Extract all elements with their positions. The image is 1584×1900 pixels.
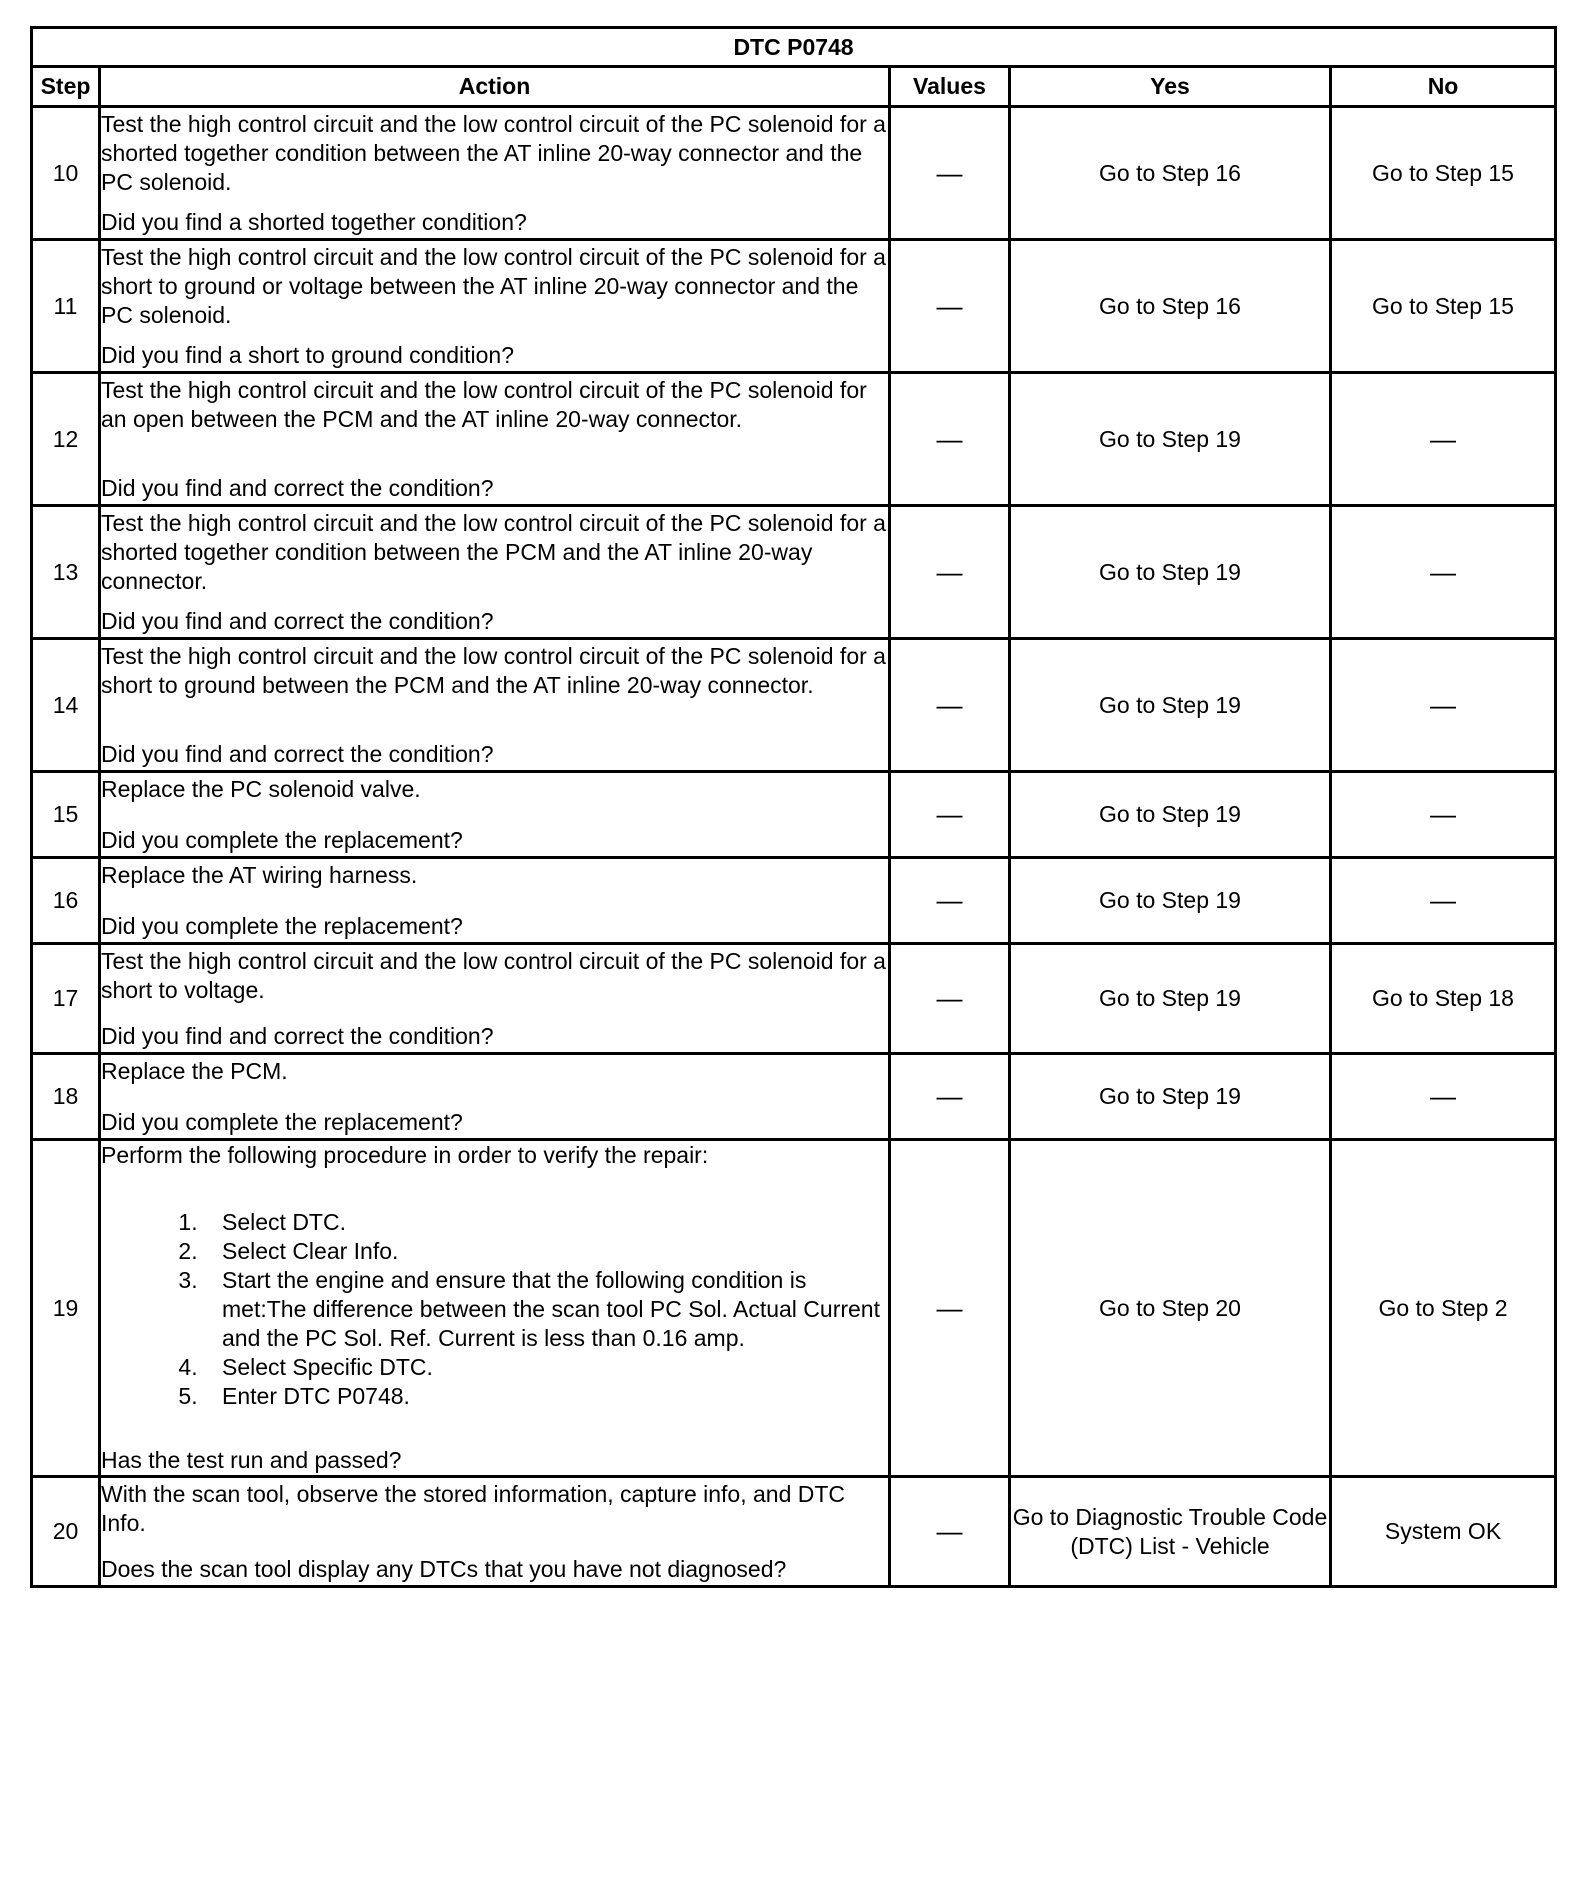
action-cell bbox=[100, 858, 890, 944]
action-cell bbox=[100, 639, 890, 772]
table-row bbox=[32, 1140, 1556, 1477]
step-number: 15 bbox=[32, 772, 100, 858]
step-number: 13 bbox=[32, 506, 100, 639]
procedure-item: 5. Enter DTC P0748. bbox=[204, 1382, 888, 1411]
header-no: No bbox=[1331, 67, 1556, 107]
procedure-item: 4. Select Specific DTC. bbox=[204, 1353, 888, 1382]
step-number: 19 bbox=[32, 1140, 100, 1477]
action-cell bbox=[100, 1054, 890, 1140]
yes-cell: Go to Step 20 bbox=[1010, 1140, 1331, 1477]
no-cell: — bbox=[1331, 772, 1556, 858]
header-row bbox=[32, 67, 1556, 107]
yes-cell: Go to Step 19 bbox=[1010, 639, 1331, 772]
step-number: 18 bbox=[32, 1054, 100, 1140]
table-row bbox=[32, 107, 1556, 240]
yes-cell: Go to Step 19 bbox=[1010, 1054, 1331, 1140]
table-row bbox=[32, 240, 1556, 373]
action-question: Has the test run and passed? bbox=[101, 1447, 402, 1473]
values-cell: — bbox=[890, 944, 1010, 1054]
action-cell bbox=[100, 944, 890, 1054]
no-cell: Go to Step 2 bbox=[1331, 1140, 1556, 1477]
action-cell bbox=[100, 506, 890, 639]
action-question: Did you find and correct the condition? bbox=[101, 474, 494, 501]
table-row bbox=[32, 373, 1556, 506]
table-row bbox=[32, 1054, 1556, 1140]
values-cell: — bbox=[890, 373, 1010, 506]
action-instruction: Test the high control circuit and the low control circuit of the PC solenoid for a shorted together condition between the PCM and the AT inline 20-way connector. bbox=[101, 509, 886, 594]
yes-cell: Go to Step 19 bbox=[1010, 944, 1331, 1054]
values-cell: — bbox=[890, 1140, 1010, 1477]
table-row bbox=[32, 506, 1556, 639]
yes-cell: Go to Step 19 bbox=[1010, 772, 1331, 858]
no-cell: — bbox=[1331, 858, 1556, 944]
action-instruction: Test the high control circuit and the low control circuit of the PC solenoid for a short to ground or voltage between the AT inline 20-way connector and the PC solenoid. bbox=[101, 243, 886, 328]
table-row bbox=[32, 639, 1556, 772]
no-cell: — bbox=[1331, 639, 1556, 772]
no-cell: Go to Step 18 bbox=[1331, 944, 1556, 1054]
step-number: 12 bbox=[32, 373, 100, 506]
yes-cell: Go to Step 19 bbox=[1010, 506, 1331, 639]
action-cell bbox=[100, 240, 890, 373]
action-instruction: Test the high control circuit and the low control circuit of the PC solenoid for a shorted together condition between the AT inline 20-way connector and the PC solenoid. bbox=[101, 110, 886, 195]
values-cell: — bbox=[890, 1054, 1010, 1140]
no-cell: — bbox=[1331, 506, 1556, 639]
procedure-item: 2. Select Clear Info. bbox=[204, 1237, 888, 1266]
procedure-list bbox=[101, 1208, 888, 1411]
yes-cell: Go to Step 16 bbox=[1010, 107, 1331, 240]
table-row bbox=[32, 772, 1556, 858]
values-cell: — bbox=[890, 107, 1010, 240]
table-row bbox=[32, 1477, 1556, 1587]
header-values: Values bbox=[890, 67, 1010, 107]
values-cell: — bbox=[890, 858, 1010, 944]
action-question: Did you find and correct the condition? bbox=[101, 607, 494, 634]
values-cell: — bbox=[890, 639, 1010, 772]
step-number: 11 bbox=[32, 240, 100, 373]
no-cell: — bbox=[1331, 373, 1556, 506]
action-question: Did you complete the replacement? bbox=[101, 826, 463, 853]
values-cell: — bbox=[890, 1477, 1010, 1587]
action-question: Did you find a shorted together condition? bbox=[101, 208, 527, 235]
action-cell bbox=[100, 1477, 890, 1587]
action-question: Did you complete the replacement? bbox=[101, 1108, 463, 1135]
action-cell bbox=[100, 1140, 890, 1477]
action-question: Did you find and correct the condition? bbox=[101, 740, 494, 767]
action-question: Did you find and correct the condition? bbox=[101, 1022, 494, 1049]
action-instruction: Test the high control circuit and the low control circuit of the PC solenoid for an open between the PCM and the AT inline 20-way connector. bbox=[101, 376, 867, 432]
yes-cell: Go to Diagnostic Trouble Code (DTC) List - Vehicle bbox=[1010, 1477, 1331, 1587]
action-question: Did you complete the replacement? bbox=[101, 912, 463, 939]
action-instruction: With the scan tool, observe the stored information, capture info, and DTC Info. bbox=[101, 1480, 846, 1536]
table-title: DTC P0748 bbox=[32, 28, 1556, 67]
action-cell bbox=[100, 107, 890, 240]
no-cell: Go to Step 15 bbox=[1331, 240, 1556, 373]
table-row bbox=[32, 944, 1556, 1054]
procedure-item: 1. Select DTC. bbox=[204, 1208, 888, 1237]
action-instruction: Test the high control circuit and the low control circuit of the PC solenoid for a short to ground between the PCM and the AT inline 20-way connector. bbox=[101, 642, 886, 698]
header-step: Step bbox=[32, 67, 100, 107]
step-number: 16 bbox=[32, 858, 100, 944]
no-cell: Go to Step 15 bbox=[1331, 107, 1556, 240]
action-question: Did you find a short to ground condition? bbox=[101, 341, 514, 368]
table-row bbox=[32, 858, 1556, 944]
step-number: 10 bbox=[32, 107, 100, 240]
action-instruction: Perform the following procedure in order to verify the repair: bbox=[101, 1142, 709, 1168]
action-cell bbox=[100, 373, 890, 506]
action-instruction: Test the high control circuit and the low control circuit of the PC solenoid for a short to voltage. bbox=[101, 947, 886, 1003]
values-cell: — bbox=[890, 506, 1010, 639]
action-instruction: Replace the AT wiring harness. bbox=[101, 861, 418, 888]
procedure-item: 3. Start the engine and ensure that the following condition is met:The difference between the scan tool PC Sol. Actual Current and the PC Sol. Ref. Current is less than 0.16 amp. bbox=[204, 1266, 888, 1353]
values-cell: — bbox=[890, 772, 1010, 858]
no-cell: System OK bbox=[1331, 1477, 1556, 1587]
action-instruction: Replace the PCM. bbox=[101, 1057, 288, 1084]
yes-cell: Go to Step 19 bbox=[1010, 373, 1331, 506]
action-cell bbox=[100, 772, 890, 858]
header-yes: Yes bbox=[1010, 67, 1331, 107]
step-number: 14 bbox=[32, 639, 100, 772]
action-instruction: Replace the PC solenoid valve. bbox=[101, 775, 421, 802]
values-cell: — bbox=[890, 240, 1010, 373]
header-action: Action bbox=[100, 67, 890, 107]
yes-cell: Go to Step 16 bbox=[1010, 240, 1331, 373]
step-number: 20 bbox=[32, 1477, 100, 1587]
yes-cell: Go to Step 19 bbox=[1010, 858, 1331, 944]
action-question: Does the scan tool display any DTCs that you have not diagnosed? bbox=[101, 1555, 787, 1582]
dtc-table bbox=[30, 26, 1557, 1588]
step-number: 17 bbox=[32, 944, 100, 1054]
no-cell: — bbox=[1331, 1054, 1556, 1140]
